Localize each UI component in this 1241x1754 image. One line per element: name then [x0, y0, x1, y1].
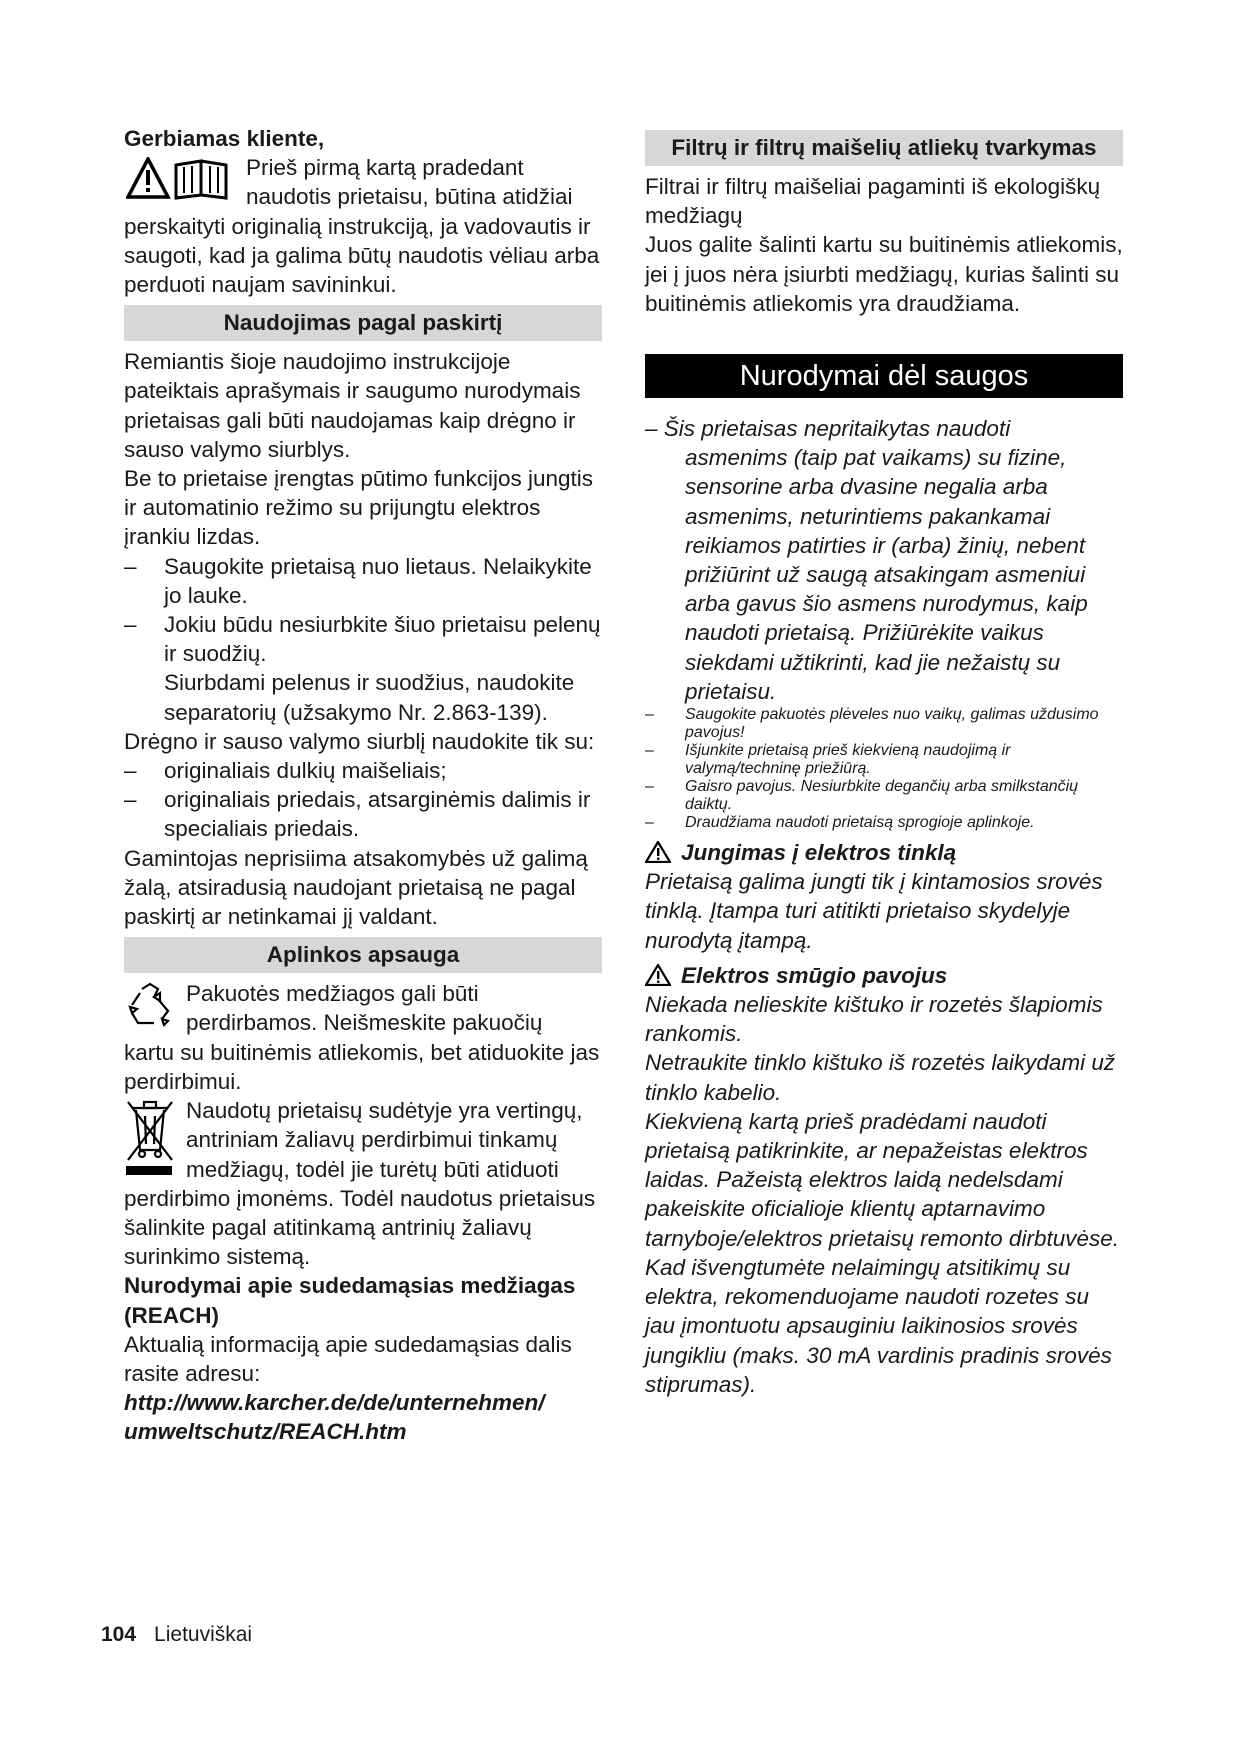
section-title-environment: Aplinkos apsauga: [124, 937, 602, 973]
filter-p1: Filtrai ir filtrų maišeliai pagaminti iš ekologiškų medžiagų: [645, 174, 1101, 229]
list-dash: –: [124, 553, 137, 579]
crossed-bin-icon: [124, 1098, 176, 1182]
weee-block: [124, 1096, 602, 1271]
safety-first-line: – Šis prietaisas nepritaikytas naudoti: [645, 416, 1011, 442]
recycle-rest: kartu su buitinėmis atliekomis, bet atiduokite jas perdirbimui.: [124, 1039, 600, 1094]
right-column: [645, 124, 1123, 1399]
power-text: Prietaisą galima jungti tik į kintamosios srovės tinklą. Įtampa turi atitikti prietaiso skydelyje nurodytą įtampą.: [645, 869, 1103, 953]
recycle-icon: [124, 981, 176, 1031]
shock-title: Elektros smūgio pavojus: [681, 962, 948, 988]
shock-p4: Kad išvengtumėte nelaimingų atsitikimų su elektra, rekomenduojame naudoti rozetes su jau įmontuotu apsauginiu laikinosios srovės jungikliu (maks. 30 mA vardinis pradinis srovės stiprumas).: [645, 1254, 1112, 1397]
list-dash: –: [124, 758, 137, 784]
list-dash: –: [645, 814, 654, 832]
list-item: – Saugokite prietaisą nuo lietaus. Nelaikykite jo lauke.: [124, 553, 592, 608]
intended-use-p3: Drėgno ir sauso valymo siurblį naudokite tik su:: [124, 728, 595, 754]
section-title-filter-disposal: Filtrų ir filtrų maišelių atliekų tvarkymas: [645, 130, 1123, 166]
recycle-block: [124, 979, 602, 1096]
shock-p3: Kiekvieną kartą prieš pradėdami naudoti prietaisą patikrinkite, ar nepažeistas elektros laidas. Pažeistą elektros laidą nedelsdami pakeiskite oficialioje klientų aptarnavimo tarnyboje/elektros prietaisų remonto dirbtuvėse.: [645, 1108, 1119, 1251]
reach-title: Nurodymai apie sudedamąsias medžiagas (REACH): [124, 1273, 576, 1328]
shock-heading: [645, 961, 1123, 990]
section-title-intended-use: Naudojimas pagal paskirtį: [124, 305, 602, 341]
reach-text: Aktualią informaciją apie sudedamąsias dalis rasite adresu:: [124, 1331, 572, 1386]
weee-line-1: Naudotų prietaisų sudėtyje yra vertingų,: [186, 1098, 583, 1124]
intended-use-p1: Remiantis šioje naudojimo instrukcijoje pateiktais aprašymais ir saugumo nurodymais prietaisas gali būti naudojamas kaip drėgno ir sauso valymo siurblys.: [124, 349, 581, 462]
shock-p1: Niekada nelieskite kištuko ir rozetės šlapiomis rankomis.: [645, 992, 1103, 1047]
greeting: Gerbiamas kliente,: [124, 126, 325, 151]
intended-use-p4: Gamintojas neprisiima atsakomybės už galimą žalą, atsiradusią naudojant prietaisą ne pagal paskirtį ar netinkamai jį valdant.: [124, 845, 588, 930]
recycle-line-1: Pakuotės medžiagos gali būti: [186, 981, 479, 1007]
warning-icon: [645, 841, 671, 863]
reach-url-link[interactable]: http://www.karcher.de/de/unternehmen/ umweltschutz/REACH.htm: [124, 1390, 545, 1445]
shock-p2: Netraukite tinklo kištuko iš rozetės laikydami už tinklo kabelio.: [645, 1050, 1116, 1105]
weee-line-3: medžiagų, todėl jie turėtų būti atiduoti: [186, 1156, 559, 1182]
safety-first-rest: asmenims (taip pat vaikams) su fizine, sensorine arba dvasine negalia arba asmenims, neturintiems pakankamai reikiamos patirties ir (arba) žinių, nebent prižiūrint už saugą atsakingam asmeniui arba gavus šio asmens nurodymus, kaip naudoti prietaisą. Prižiūrėkite vaikus siekdami užtikrinti, kad jie nežaistų su prietaisu.: [685, 445, 1088, 704]
list-item: – Gaisro pavojus. Nesiurbkite degančių arba smilkstančių daiktų.: [645, 778, 1079, 814]
intro-rest: perskaityti originalią instrukciją, ja vadovautis ir saugoti, kad ja galima būtų naudotis vėliau arba perduoti naujam savininkui.: [124, 213, 600, 298]
list-dash: –: [124, 612, 137, 638]
intro-block: [124, 153, 602, 299]
filter-p2: Juos galite šalinti kartu su buitinėmis atliekomis, jei į juos nėra įsiurbti medžiagų, kurias šalinti su buitinėmis atliekomis yra draudžiama.: [645, 232, 1123, 316]
list-item: – originaliais priedais, atsarginėmis dalimis ir specialiais priedais.: [124, 787, 591, 842]
list-item: – Saugokite pakuotės plėveles nuo vaikų, galimas uždusimo pavojus!: [645, 706, 1099, 742]
list-dash: –: [645, 706, 654, 724]
intro-line-2: naudotis prietaisu, būtina atidžiai: [246, 184, 573, 210]
list-dash: –: [645, 778, 654, 796]
list-item: – Jokiu būdu nesiurbkite šiuo prietaisu pelenų ir suodžių.: [124, 612, 601, 667]
recycle-line-2: perdirbamos. Neišmeskite pakuočių: [186, 1010, 543, 1036]
list-dash: –: [645, 742, 654, 760]
weee-line-2: antriniam žaliavų perdirbimui tinkamų: [186, 1127, 558, 1153]
list-continuation: Siurbdami pelenus ir suodžius, naudokite separatorių (užsakymo Nr. 2.863-139).: [164, 670, 575, 725]
power-heading: [645, 838, 1123, 867]
warning-icon: [645, 964, 671, 986]
power-title: Jungimas į elektros tinklą: [681, 840, 957, 866]
left-column: [124, 124, 602, 1447]
intro-line-1: Prieš pirmą kartą pradedant: [246, 155, 524, 181]
list-dash: –: [124, 787, 137, 813]
page-number: 104: [101, 1623, 137, 1646]
warning-manual-icon: [126, 157, 236, 201]
list-item: – originaliais dulkių maišeliais;: [124, 756, 602, 785]
page-footer: [101, 1623, 252, 1647]
weee-rest: perdirbimo įmonėms. Todėl naudotus prietaisus šalinkite pagal atitinkamą antrinių žaliavų surinkimo sistemą.: [124, 1185, 596, 1270]
list-item: – Draudžiama naudoti prietaisą sprogioje aplinkoje.: [645, 814, 1035, 832]
list-item: – Išjunkite prietaisą prieš kiekvieną naudojimą ir valymą/techninę priežiūrą.: [645, 742, 1011, 778]
footer-language: Lietuviškai: [154, 1623, 253, 1646]
section-title-safety: Nurodymai dėl saugos: [645, 354, 1123, 398]
intended-use-p2: Be to prietaise įrengtas pūtimo funkcijos jungtis ir automatinio režimo su prijungtu elektros įrankiu lizdas.: [124, 466, 593, 550]
